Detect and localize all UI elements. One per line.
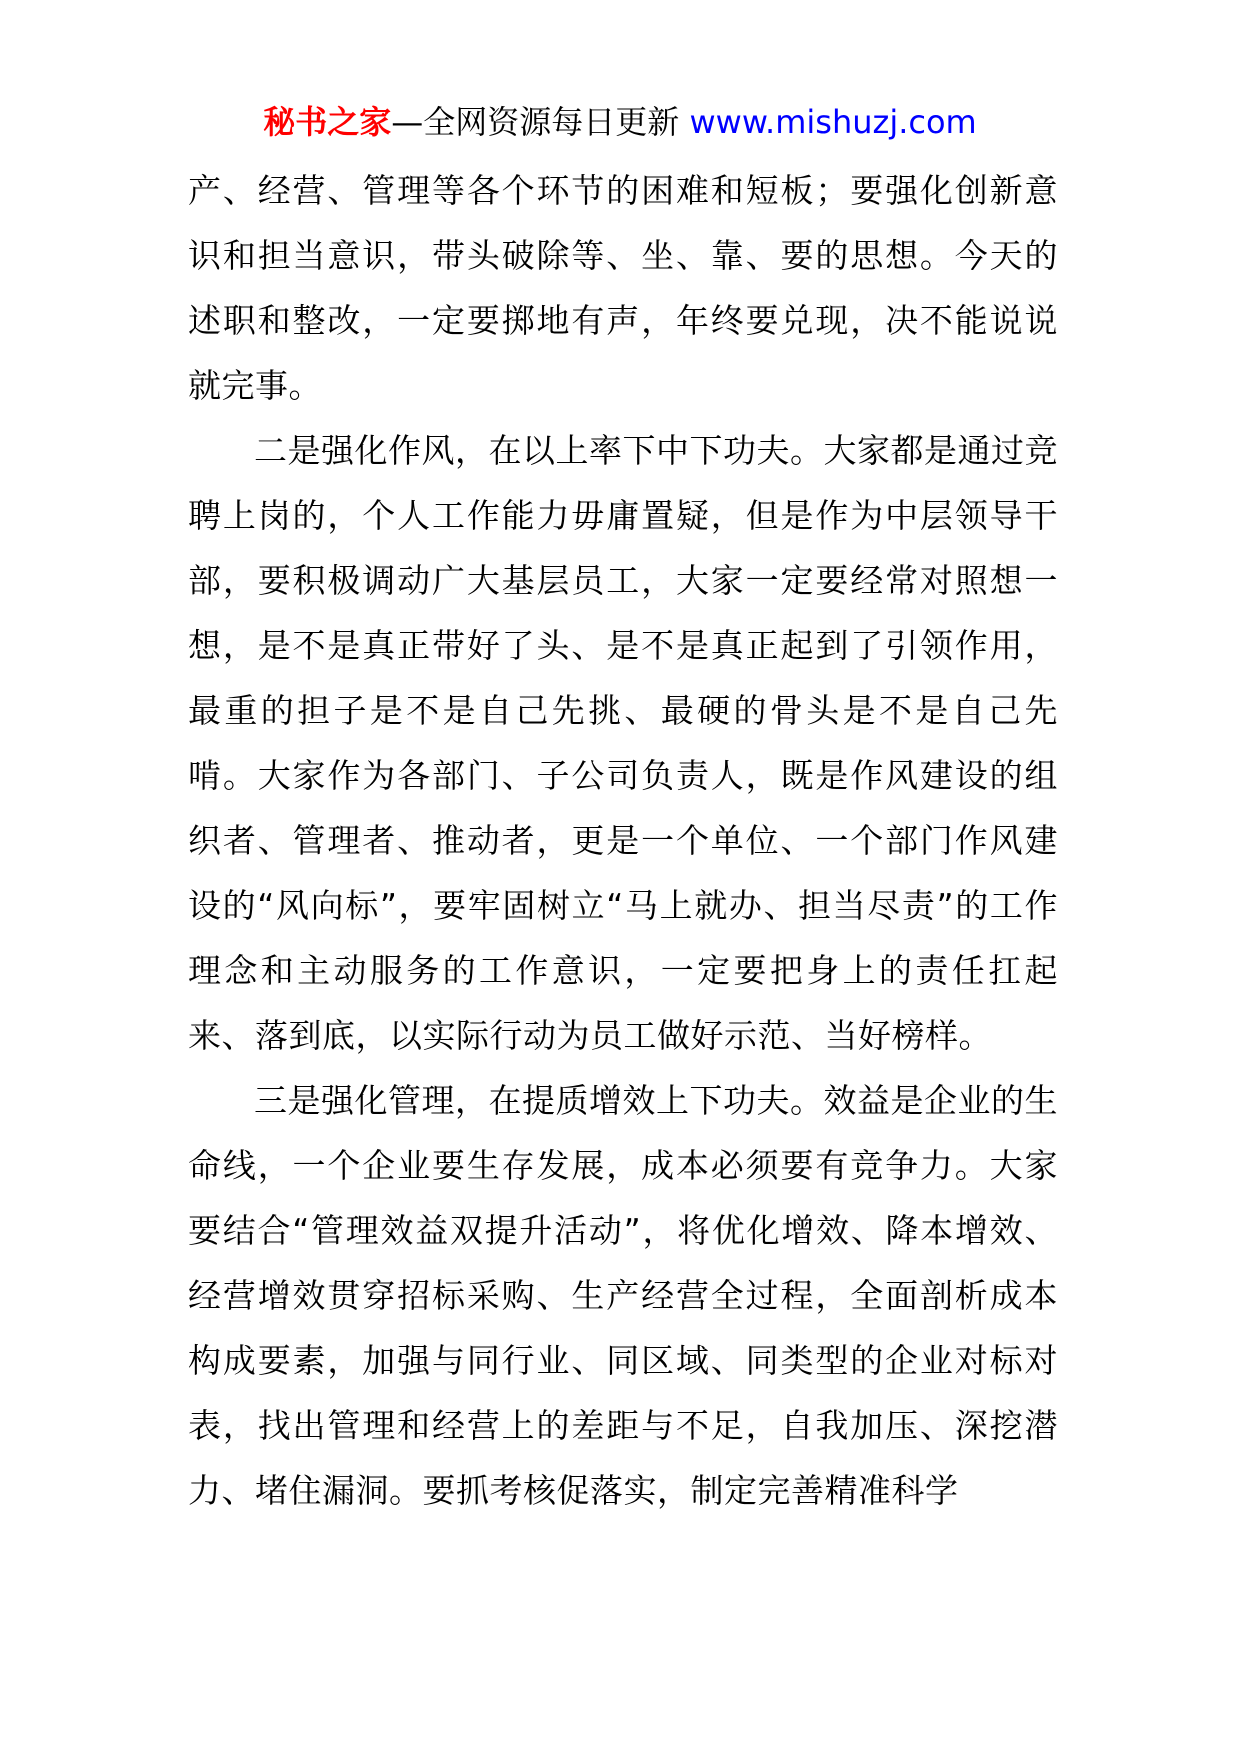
brand-name: 秘书之家	[263, 103, 392, 141]
paragraph-management: 三是强化管理，在提质增效上下功夫。效益是企业的生命线，一个企业要生存发展，成本必须要有竞争力。大家要结合“管理效益双提升活动”，将优化增效、降本增效、经营增效贯穿招标采购、生产经营全过程，全面剖析成本构成要素，加强与同行业、同区域、同类型的企业对标对表，找出管理和经营上的差距与不足，自我加压、深挖潜力、堵住漏洞。要抓考核促落实，制定完善精准科学	[188, 1081, 1058, 1510]
document-body	[188, 158, 1058, 1523]
paragraph-style: 二是强化作风，在以上率下中下功夫。大家都是通过竞聘上岗的，个人工作能力毋庸置疑，但是作为中层领导干部，要积极调动广大基层员工，大家一定要经常对照想一想，是不是真正带好了头、是不是真正起到了引领作用，最重的担子是不是自己先挑、最硬的骨头是不是自己先啃。大家作为各部门、子公司负责人，既是作风建设的组织者、管理者、推动者，更是一个单位、一个部门作风建设的“风向标”，要牢固树立“马上就办、担当尽责”的工作理念和主动服务的工作意识，一定要把身上的责任扛起来、落到底，以实际行动为员工做好示范、当好榜样。	[188, 431, 1058, 1055]
site-header	[0, 92, 1240, 152]
paragraph-continued: 产、经营、管理等各个环节的困难和短板；要强化创新意识和担当意识，带头破除等、坐、靠、要的思想。今天的述职和整改，一定要掷地有声，年终要兑现，决不能说说就完事。	[188, 171, 1058, 405]
site-url-link[interactable]: www.mishuzj.com	[689, 103, 977, 141]
header-tagline: —全网资源每日更新	[391, 103, 690, 141]
